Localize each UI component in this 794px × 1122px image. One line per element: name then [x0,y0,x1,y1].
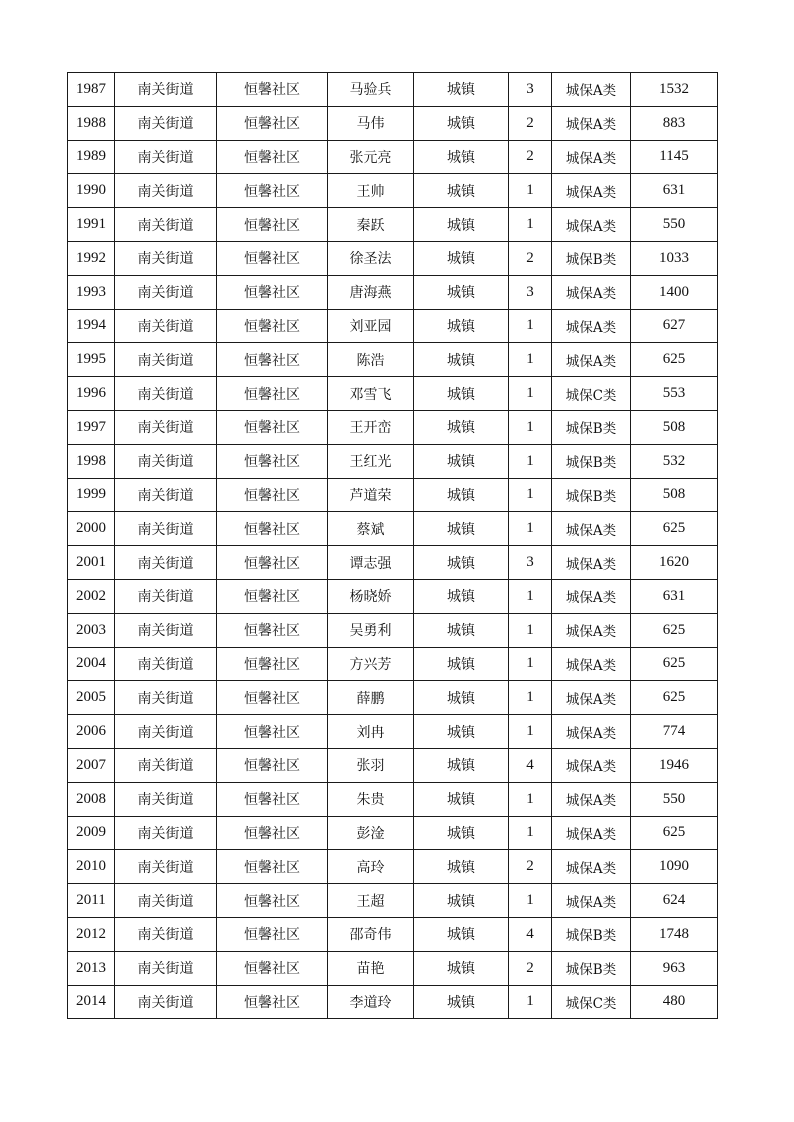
table-row [68,816,718,850]
cell-community: 恒馨社区 [217,444,328,478]
cell-serial-number: 1990 [68,174,115,208]
cell-insurance-category: 城保A类 [552,106,631,140]
cell-community: 恒馨社区 [217,73,328,107]
table-row [68,275,718,309]
cell-person-name: 苗艳 [328,951,414,985]
cell-amount: 1400 [631,275,718,309]
cell-amount: 1946 [631,748,718,782]
cell-person-name: 张羽 [328,748,414,782]
table-row [68,715,718,749]
cell-amount: 625 [631,647,718,681]
cell-amount: 631 [631,174,718,208]
cell-person-name: 陈浩 [328,343,414,377]
cell-street: 南关街道 [115,377,217,411]
cell-area-type: 城镇 [414,275,509,309]
cell-serial-number: 1993 [68,275,115,309]
cell-serial-number: 1992 [68,241,115,275]
cell-insurance-category: 城保B类 [552,410,631,444]
table-row [68,410,718,444]
cell-serial-number: 1996 [68,377,115,411]
cell-community: 恒馨社区 [217,410,328,444]
cell-household-count: 1 [509,478,552,512]
table-row [68,579,718,613]
cell-community: 恒馨社区 [217,681,328,715]
cell-area-type: 城镇 [414,850,509,884]
cell-community: 恒馨社区 [217,241,328,275]
cell-amount: 883 [631,106,718,140]
cell-household-count: 4 [509,748,552,782]
cell-person-name: 蔡斌 [328,512,414,546]
cell-community: 恒馨社区 [217,647,328,681]
cell-community: 恒馨社区 [217,140,328,174]
cell-street: 南关街道 [115,546,217,580]
cell-serial-number: 2013 [68,951,115,985]
cell-area-type: 城镇 [414,343,509,377]
cell-person-name: 薛鹏 [328,681,414,715]
cell-household-count: 1 [509,512,552,546]
cell-amount: 1145 [631,140,718,174]
cell-street: 南关街道 [115,782,217,816]
cell-insurance-category: 城保A类 [552,546,631,580]
cell-insurance-category: 城保A类 [552,512,631,546]
cell-serial-number: 2009 [68,816,115,850]
cell-amount: 1620 [631,546,718,580]
cell-street: 南关街道 [115,985,217,1019]
cell-insurance-category: 城保A类 [552,748,631,782]
cell-amount: 625 [631,512,718,546]
cell-household-count: 2 [509,106,552,140]
cell-insurance-category: 城保B类 [552,951,631,985]
cell-area-type: 城镇 [414,917,509,951]
cell-street: 南关街道 [115,444,217,478]
cell-serial-number: 2012 [68,917,115,951]
cell-area-type: 城镇 [414,208,509,242]
cell-area-type: 城镇 [414,73,509,107]
cell-street: 南关街道 [115,917,217,951]
cell-serial-number: 1998 [68,444,115,478]
cell-person-name: 王红光 [328,444,414,478]
cell-serial-number: 1989 [68,140,115,174]
cell-community: 恒馨社区 [217,546,328,580]
cell-household-count: 1 [509,782,552,816]
cell-area-type: 城镇 [414,782,509,816]
cell-amount: 1532 [631,73,718,107]
cell-household-count: 1 [509,174,552,208]
cell-amount: 1748 [631,917,718,951]
cell-serial-number: 1999 [68,478,115,512]
cell-household-count: 1 [509,715,552,749]
cell-amount: 774 [631,715,718,749]
cell-insurance-category: 城保B类 [552,917,631,951]
cell-person-name: 王超 [328,884,414,918]
cell-amount: 625 [631,343,718,377]
cell-community: 恒馨社区 [217,782,328,816]
cell-insurance-category: 城保B类 [552,241,631,275]
cell-street: 南关街道 [115,73,217,107]
cell-person-name: 谭志强 [328,546,414,580]
cell-area-type: 城镇 [414,106,509,140]
cell-amount: 625 [631,681,718,715]
cell-insurance-category: 城保C类 [552,377,631,411]
cell-street: 南关街道 [115,309,217,343]
table-row [68,681,718,715]
cell-insurance-category: 城保A类 [552,73,631,107]
cell-serial-number: 2004 [68,647,115,681]
cell-household-count: 1 [509,579,552,613]
cell-community: 恒馨社区 [217,748,328,782]
cell-serial-number: 2006 [68,715,115,749]
cell-street: 南关街道 [115,951,217,985]
records-table [67,72,718,1019]
cell-area-type: 城镇 [414,512,509,546]
cell-household-count: 1 [509,681,552,715]
cell-serial-number: 2005 [68,681,115,715]
cell-insurance-category: 城保A类 [552,715,631,749]
table-row [68,884,718,918]
cell-amount: 624 [631,884,718,918]
cell-community: 恒馨社区 [217,715,328,749]
cell-insurance-category: 城保A类 [552,343,631,377]
cell-serial-number: 2003 [68,613,115,647]
cell-household-count: 2 [509,140,552,174]
cell-area-type: 城镇 [414,410,509,444]
cell-person-name: 邵奇伟 [328,917,414,951]
cell-insurance-category: 城保A类 [552,681,631,715]
cell-community: 恒馨社区 [217,343,328,377]
cell-person-name: 邓雪飞 [328,377,414,411]
cell-amount: 480 [631,985,718,1019]
cell-street: 南关街道 [115,275,217,309]
cell-household-count: 1 [509,377,552,411]
cell-household-count: 1 [509,613,552,647]
cell-serial-number: 2001 [68,546,115,580]
cell-household-count: 1 [509,343,552,377]
cell-area-type: 城镇 [414,377,509,411]
cell-community: 恒馨社区 [217,106,328,140]
table-row [68,613,718,647]
cell-household-count: 2 [509,951,552,985]
cell-household-count: 1 [509,309,552,343]
table-row [68,951,718,985]
cell-community: 恒馨社区 [217,951,328,985]
cell-street: 南关街道 [115,748,217,782]
cell-amount: 625 [631,613,718,647]
cell-person-name: 朱贵 [328,782,414,816]
cell-street: 南关街道 [115,512,217,546]
cell-insurance-category: 城保A类 [552,140,631,174]
cell-area-type: 城镇 [414,613,509,647]
cell-amount: 508 [631,478,718,512]
cell-area-type: 城镇 [414,985,509,1019]
cell-amount: 1033 [631,241,718,275]
cell-person-name: 张元亮 [328,140,414,174]
cell-area-type: 城镇 [414,140,509,174]
cell-community: 恒馨社区 [217,174,328,208]
cell-person-name: 高玲 [328,850,414,884]
cell-person-name: 李道玲 [328,985,414,1019]
cell-amount: 508 [631,410,718,444]
cell-street: 南关街道 [115,208,217,242]
cell-community: 恒馨社区 [217,377,328,411]
cell-community: 恒馨社区 [217,985,328,1019]
cell-street: 南关街道 [115,647,217,681]
cell-insurance-category: 城保A类 [552,275,631,309]
table-row [68,444,718,478]
cell-area-type: 城镇 [414,444,509,478]
cell-street: 南关街道 [115,884,217,918]
cell-amount: 1090 [631,850,718,884]
table-row [68,748,718,782]
cell-community: 恒馨社区 [217,579,328,613]
cell-amount: 625 [631,816,718,850]
cell-area-type: 城镇 [414,579,509,613]
cell-amount: 631 [631,579,718,613]
cell-area-type: 城镇 [414,884,509,918]
table-row [68,106,718,140]
cell-serial-number: 2008 [68,782,115,816]
cell-insurance-category: 城保A类 [552,782,631,816]
cell-serial-number: 1995 [68,343,115,377]
cell-serial-number: 1988 [68,106,115,140]
cell-serial-number: 1994 [68,309,115,343]
cell-area-type: 城镇 [414,816,509,850]
cell-household-count: 4 [509,917,552,951]
cell-serial-number: 2011 [68,884,115,918]
cell-insurance-category: 城保B类 [552,478,631,512]
cell-person-name: 芦道荣 [328,478,414,512]
cell-area-type: 城镇 [414,681,509,715]
cell-amount: 550 [631,208,718,242]
cell-serial-number: 1987 [68,73,115,107]
cell-household-count: 1 [509,208,552,242]
cell-serial-number: 2014 [68,985,115,1019]
cell-household-count: 1 [509,985,552,1019]
cell-area-type: 城镇 [414,715,509,749]
table-row [68,850,718,884]
cell-street: 南关街道 [115,410,217,444]
table-row [68,647,718,681]
cell-community: 恒馨社区 [217,478,328,512]
cell-insurance-category: 城保A类 [552,208,631,242]
cell-street: 南关街道 [115,343,217,377]
cell-community: 恒馨社区 [217,613,328,647]
cell-street: 南关街道 [115,174,217,208]
cell-amount: 553 [631,377,718,411]
cell-person-name: 徐圣法 [328,241,414,275]
table-row [68,208,718,242]
cell-insurance-category: 城保A类 [552,309,631,343]
cell-household-count: 1 [509,884,552,918]
table-row [68,782,718,816]
cell-community: 恒馨社区 [217,884,328,918]
cell-serial-number: 2000 [68,512,115,546]
cell-street: 南关街道 [115,241,217,275]
cell-street: 南关街道 [115,579,217,613]
cell-community: 恒馨社区 [217,309,328,343]
cell-community: 恒馨社区 [217,850,328,884]
cell-person-name: 刘亚园 [328,309,414,343]
cell-area-type: 城镇 [414,478,509,512]
cell-household-count: 1 [509,647,552,681]
cell-community: 恒馨社区 [217,512,328,546]
cell-community: 恒馨社区 [217,816,328,850]
cell-community: 恒馨社区 [217,917,328,951]
cell-insurance-category: 城保A类 [552,850,631,884]
cell-area-type: 城镇 [414,748,509,782]
table-row [68,241,718,275]
cell-household-count: 3 [509,73,552,107]
cell-insurance-category: 城保A类 [552,174,631,208]
cell-household-count: 1 [509,816,552,850]
cell-serial-number: 2010 [68,850,115,884]
cell-insurance-category: 城保A类 [552,647,631,681]
cell-area-type: 城镇 [414,647,509,681]
cell-community: 恒馨社区 [217,208,328,242]
cell-area-type: 城镇 [414,241,509,275]
cell-amount: 532 [631,444,718,478]
cell-amount: 550 [631,782,718,816]
cell-household-count: 3 [509,546,552,580]
cell-person-name: 王开峦 [328,410,414,444]
cell-area-type: 城镇 [414,174,509,208]
cell-street: 南关街道 [115,140,217,174]
cell-serial-number: 1991 [68,208,115,242]
cell-street: 南关街道 [115,613,217,647]
table-row [68,73,718,107]
cell-street: 南关街道 [115,715,217,749]
cell-person-name: 唐海燕 [328,275,414,309]
cell-serial-number: 2007 [68,748,115,782]
cell-insurance-category: 城保A类 [552,613,631,647]
cell-area-type: 城镇 [414,951,509,985]
cell-serial-number: 1997 [68,410,115,444]
table-row [68,917,718,951]
cell-insurance-category: 城保C类 [552,985,631,1019]
cell-household-count: 2 [509,241,552,275]
cell-person-name: 吴勇利 [328,613,414,647]
cell-area-type: 城镇 [414,309,509,343]
cell-street: 南关街道 [115,850,217,884]
table-row [68,343,718,377]
cell-area-type: 城镇 [414,546,509,580]
cell-person-name: 王帅 [328,174,414,208]
cell-person-name: 马验兵 [328,73,414,107]
table-row [68,377,718,411]
cell-insurance-category: 城保A类 [552,816,631,850]
cell-insurance-category: 城保B类 [552,444,631,478]
table-row [68,546,718,580]
table-body [68,73,718,1019]
cell-household-count: 1 [509,444,552,478]
cell-person-name: 方兴芳 [328,647,414,681]
cell-household-count: 1 [509,410,552,444]
cell-street: 南关街道 [115,106,217,140]
cell-insurance-category: 城保A类 [552,884,631,918]
table-row [68,140,718,174]
cell-household-count: 2 [509,850,552,884]
cell-household-count: 3 [509,275,552,309]
cell-serial-number: 2002 [68,579,115,613]
cell-amount: 627 [631,309,718,343]
cell-amount: 963 [631,951,718,985]
cell-insurance-category: 城保A类 [552,579,631,613]
cell-person-name: 杨晓娇 [328,579,414,613]
cell-street: 南关街道 [115,681,217,715]
cell-community: 恒馨社区 [217,275,328,309]
cell-person-name: 马伟 [328,106,414,140]
table-row [68,309,718,343]
table-row [68,985,718,1019]
cell-person-name: 彭淦 [328,816,414,850]
cell-person-name: 秦跃 [328,208,414,242]
cell-street: 南关街道 [115,816,217,850]
table-row [68,512,718,546]
table-row [68,478,718,512]
table-row [68,174,718,208]
cell-person-name: 刘冉 [328,715,414,749]
cell-street: 南关街道 [115,478,217,512]
